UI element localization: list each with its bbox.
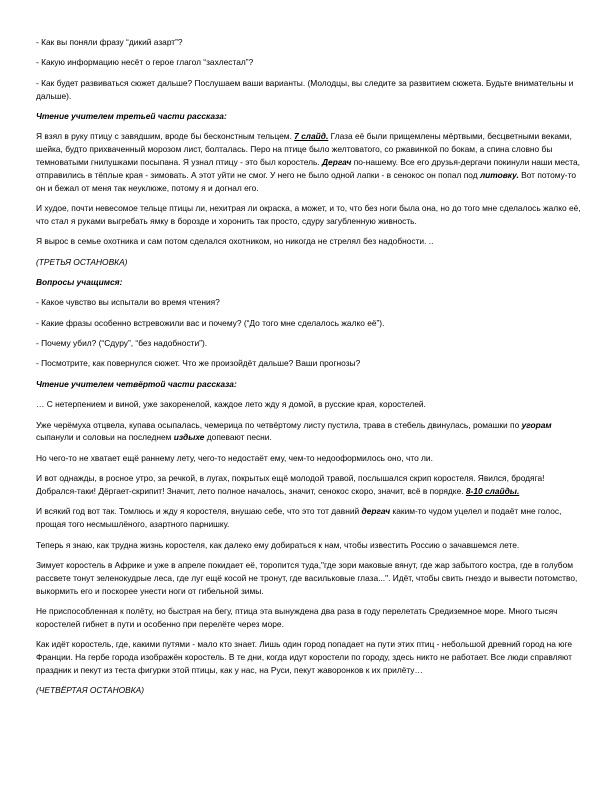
text-run: допевают песни.: [204, 432, 272, 443]
vocab-word: дергач: [361, 506, 391, 517]
slide-reference: 7 слайд.: [294, 131, 329, 142]
vocab-word: литовку.: [479, 169, 519, 180]
question-line: - Как вы поняли фразу “дикий азарт”?: [36, 37, 183, 47]
question-line: - Какое чувство вы испытали во время чтения?: [36, 297, 220, 308]
vocab-word: Дергач: [322, 156, 352, 167]
document-page: [36, 36, 582, 705]
question-line: - Посмотрите, как повернулся сюжет. Что же произойдёт дальше? Ваши прогнозы?: [36, 358, 361, 369]
stop-marker: (ТРЕТЬЯ ОСТАНОВКА): [36, 256, 128, 267]
section-heading: Чтение учителем четвёртой части рассказа:: [36, 378, 237, 389]
story-paragraph: Теперь я знаю, как трудна жизнь коростеля, как далеко ему добираться к нам, чтобы известить Россию о зачавшемся лете.: [36, 539, 520, 550]
story-paragraph: Но чего-то не хватает ещё раннему лету, чего-то недостаёт ему, чем-то недооформилось оно, что ли.: [36, 452, 433, 463]
question-line: - Как будет развиваться сюжет дальше? Послушаем ваши варианты. (Молодцы, вы следите за развитием сюжета. Будьте внимательны и дальше).: [36, 77, 574, 101]
text-run: Уже черёмуха отцвела, купава осыпалась, чемерица по четвёртому листу пустила, трава в стебель двинулась, ромашки по: [36, 419, 522, 430]
question-line: - Какие фразы особенно встревожили вас и почему? (“До того мне сделалось жалко её”).: [36, 317, 385, 328]
text-run: по-нашему. Все его друзья-дергачи покинули наши места, отправились в тёплые края - зимовать. А этот уйти не смог. У него не было одной лапки - в сенокос он попал под: [36, 156, 580, 180]
story-paragraph: Не приспособленная к полёту, но быстрая на бегу, птица эта вынуждена два раза в году перелетать Средиземное море. Много тысяч коростелей гибнет в пути и особенно при перелёте через море.: [36, 605, 558, 629]
story-paragraph: И худое, почти невесомое тельце птицы ли, нехитрая ли окраска, а может, и то, что без ноги была она, но до того мне сделалось жалко её, что стал я руками выгребать ямку в борозде и хоронить так просто, сдуру загубленную живность.: [36, 202, 581, 226]
text-run: сыпанули и соловьи на последнем: [36, 432, 174, 443]
text-run: И вот однажды, в росное утро, за речкой, в лугах, покрытых ещё молодой травой, послышался скрип коростеля. Явился, бродяга! Добрался-таки! Дёргает-скрипит! Значит, лето полное началось, значит, сенокос скоро, значит, всё в порядке.: [36, 473, 545, 497]
text-run: Вот потому-то он и бежал от меня так неуклюже, потому я и догнал его.: [36, 169, 576, 193]
vocab-word: издыхе: [173, 432, 205, 443]
slide-reference: 8-10 слайды.: [465, 486, 520, 497]
question-line: - Какую информацию несёт о герое глагол “захлестал”?: [36, 57, 254, 68]
story-paragraph: [36, 505, 582, 531]
text-run: каким-то чудом уцелел и подаёт мне голос, прощая того несмышлёного, азартного парнишку.: [36, 506, 562, 530]
story-paragraph: [36, 472, 582, 498]
story-paragraph: Зимует коростель в Африке и уже в апреле покидает её, торопится туда,"где зори маковые вянут, где жар забытого костра, где в голубом рассвете тонут зеленокудрые леса, где луг ещё косой не тронут, где васильковые глаза...". Идёт, чтобы свить гнездо и вывести потомство, выкормить его и поскорее унести ноги от гибельной зимы.: [36, 559, 578, 596]
story-paragraph: Я вырос в семье охотника и сам потом сделался охотником, но никогда не стрелял без надобности. ..: [36, 236, 434, 247]
section-heading: Вопросы учащимся:: [36, 276, 123, 287]
stop-marker: (ЧЕТВЁРТАЯ ОСТАНОВКА): [36, 685, 145, 696]
text-run: Я взял в руку птицу с завядшим, вроде бы бесконстным тельцем.: [36, 131, 295, 142]
vocab-word: угорам: [521, 419, 552, 430]
question-line: - Почему убил? (“Сдуру”, “без надобности”).: [36, 338, 208, 349]
text-run: Глаза её были прищемлены мёртвыми, бесцветными веками, шейка, будто прихваченный морозом лист, болталась. Перо на птице было желтоватого, со ржавинкой по бокам, а спина словно бы темноватыми гнилушками посыпана. Я узнал птицу - это был коростель.: [36, 131, 572, 167]
story-paragraph: [36, 419, 582, 445]
story-paragraph: … С нетерпением и виной, уже закоренелой, каждое лето жду я домой, в русские края, коростелей.: [36, 399, 426, 410]
text-run: И всякий год вот так. Томлюсь и жду я коростеля, внушаю себе, что это тот давний: [36, 506, 362, 517]
story-paragraph: Как идёт коростель, где, какими путями - мало кто знает. Лишь один город попадает на пути этих птиц - небольшой древний город на юге Франции. На гербе города изображён коростель. В те дни, когда идут коростели по городу, здесь никто не работает. Все люди справляют праздник и пекут из теста фигурки этой птицы, как у нас, на Руси, пекут жаворонков к их прилёту…: [36, 639, 573, 675]
story-paragraph: [36, 130, 582, 194]
section-heading: Чтение учителем третьей части рассказа:: [36, 110, 227, 121]
